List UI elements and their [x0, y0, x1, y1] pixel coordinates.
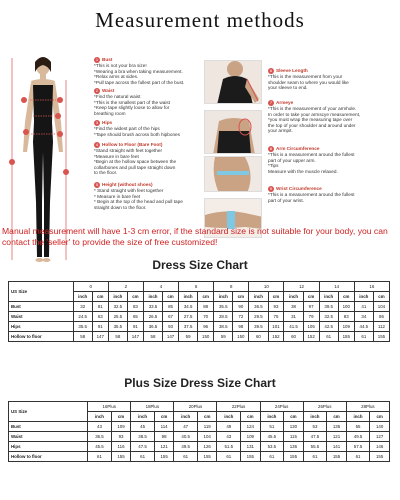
row-label: Bust	[9, 422, 88, 432]
unit-inch-header: inch	[143, 292, 162, 302]
table-cell: 155	[111, 452, 131, 462]
table-cell: 126	[197, 442, 217, 452]
table-cell: 41.5	[284, 322, 303, 332]
table-cell: 93	[111, 432, 131, 442]
table-row	[9, 442, 390, 452]
unit-cm-header: cm	[92, 292, 108, 302]
table-cell: 36.5	[88, 432, 112, 442]
row-label: Hollow to floor	[9, 452, 88, 462]
size-corner-label: US Size	[9, 282, 74, 302]
table-cell: 59	[179, 332, 198, 342]
table-cell: 32	[73, 302, 92, 312]
table-cell: 39.5	[249, 322, 268, 332]
unit-inch-header: inch	[179, 292, 198, 302]
table-cell: 114	[154, 422, 174, 432]
unit-inch-header: inch	[214, 292, 233, 302]
table-cell: 98	[233, 322, 249, 332]
table-cell: 63	[92, 312, 108, 322]
table-cell: 104	[197, 432, 217, 442]
note-hollow-to-floor: 4 Hollow to Floor (Bare Foot) *Stand straight with feet together *Measure in bare feet *Begin at the hollow space between the collarbones and pull tape straight down to the floor.	[94, 142, 177, 176]
table-cell: 155	[154, 452, 174, 462]
table-cell: 150	[233, 332, 249, 342]
size-column-header: 20Plus	[174, 402, 217, 412]
table-cell: 98	[154, 432, 174, 442]
note-waist: 2 Waist *Find the natural waist *This is the smallest part of the waist *Keep tape slightly loose to allow for breathing room	[94, 88, 171, 116]
table-row	[9, 332, 390, 342]
unit-cm-header: cm	[197, 412, 217, 422]
row-label: Waist	[9, 432, 88, 442]
size-column-header: 28Plus	[346, 402, 389, 412]
table-cell: 35.5	[108, 322, 127, 332]
table-cell: 146	[370, 442, 390, 452]
table-cell: 51.5	[217, 442, 241, 452]
row-label: Waist	[9, 312, 74, 322]
table-cell: 101	[268, 322, 284, 332]
table-cell: 150	[198, 332, 214, 342]
table-cell: 24.5	[73, 312, 92, 322]
table-cell: 155	[284, 452, 304, 462]
table-cell: 130	[284, 422, 304, 432]
unit-inch-header: inch	[284, 292, 303, 302]
size-column-header: 24Plus	[260, 402, 303, 412]
unit-inch-header: inch	[131, 412, 155, 422]
table-row	[9, 452, 390, 462]
table-cell: 39.5	[319, 302, 338, 312]
table-cell: 61	[174, 452, 198, 462]
table-cell: 36.5	[143, 322, 162, 332]
table-cell: 155	[370, 452, 390, 462]
table-cell: 90	[233, 302, 249, 312]
size-column-header: 2	[108, 282, 143, 292]
table-cell: 34.5	[179, 302, 198, 312]
table-cell: 131	[241, 442, 261, 452]
table-cell: 147	[127, 332, 143, 342]
unit-inch-header: inch	[174, 412, 198, 422]
table-cell: 85	[163, 302, 179, 312]
table-cell: 49.5	[174, 442, 198, 452]
table-row	[9, 302, 390, 312]
table-cell: 91	[127, 322, 143, 332]
table-cell: 121	[154, 442, 174, 452]
table-cell: 34	[354, 312, 373, 322]
unit-inch-header: inch	[88, 412, 112, 422]
table-cell: 53	[303, 422, 327, 432]
dress-size-table	[8, 281, 390, 342]
table-row	[9, 312, 390, 322]
table-cell: 32.5	[319, 312, 338, 322]
note-armeye: 7 Armeye *This is the measurement of your armhole. In order to take your armscye measurement, *you must wrap the measuring tape over the top of your shoulder and around under your armpit.	[268, 100, 361, 134]
size-column-header: 10	[249, 282, 284, 292]
armeye-photo	[204, 110, 262, 154]
row-label: Hips	[9, 322, 74, 332]
table-cell: 43	[88, 422, 112, 432]
table-cell: 59	[214, 332, 233, 342]
unit-inch-header: inch	[319, 292, 338, 302]
table-cell: 38	[284, 302, 303, 312]
table-cell: 49	[217, 422, 241, 432]
table-cell: 35.5	[214, 302, 233, 312]
table-cell: 45.5	[260, 432, 284, 442]
unit-inch-header: inch	[260, 412, 284, 422]
table-cell: 155	[197, 452, 217, 462]
size-corner-label: US Size	[9, 402, 88, 422]
table-cell: 97	[303, 302, 319, 312]
unit-cm-header: cm	[373, 292, 389, 302]
unit-cm-header: cm	[241, 412, 261, 422]
table-cell: 47.5	[131, 442, 155, 452]
table-cell: 60	[284, 332, 303, 342]
table-cell: 53.5	[260, 442, 284, 452]
table-cell: 45.5	[88, 442, 112, 452]
table-cell: 112	[373, 322, 389, 332]
table-cell: 29.5	[249, 312, 268, 322]
table-cell: 67	[163, 312, 179, 322]
table-row	[9, 432, 390, 442]
table-cell: 58	[73, 332, 92, 342]
table-cell: 155	[373, 332, 389, 342]
dress-chart-title: Dress Size Chart	[152, 258, 248, 272]
unit-cm-header: cm	[233, 292, 249, 302]
unit-inch-header: inch	[217, 412, 241, 422]
row-label: Hips	[9, 442, 88, 452]
table-cell: 104	[373, 302, 389, 312]
table-cell: 65	[127, 312, 143, 322]
table-cell: 119	[197, 422, 217, 432]
size-column-header: 8	[214, 282, 249, 292]
plus-size-table	[8, 401, 390, 462]
note-sleeve-length: 6 Sleeve Length *This is the measurement from your shoulder seam to where you would like your sleeve to end.	[268, 68, 349, 91]
table-cell: 79	[303, 312, 319, 322]
table-cell: 155	[241, 452, 261, 462]
table-cell: 127	[370, 432, 390, 442]
table-cell: 44.5	[354, 322, 373, 332]
size-column-header: 0	[73, 282, 108, 292]
size-column-header: 22Plus	[217, 402, 260, 412]
unit-cm-header: cm	[284, 412, 304, 422]
table-cell: 152	[268, 332, 284, 342]
table-cell: 109	[111, 422, 131, 432]
table-cell: 135	[327, 422, 347, 432]
table-cell: 47	[174, 422, 198, 432]
table-cell: 25.5	[108, 312, 127, 322]
table-cell: 152	[303, 332, 319, 342]
unit-cm-header: cm	[327, 412, 347, 422]
size-header-row	[9, 402, 390, 412]
unit-inch-header: inch	[73, 292, 92, 302]
table-cell: 75	[268, 312, 284, 322]
row-label: Hollow to floor	[9, 332, 74, 342]
table-cell: 141	[327, 442, 347, 452]
table-cell: 147	[92, 332, 108, 342]
note-wrist-circumference: 9 Wrist Circumference *This is a measurement around the fullest part of your wrist.	[268, 186, 355, 203]
table-cell: 96	[198, 322, 214, 332]
plus-chart-title: Plus Size Dress Size Chart	[124, 376, 276, 390]
table-cell: 61	[303, 452, 327, 462]
note-arm-circumference: 8 Arm Circumference *This is a measurement around the fullest part of your upper arm. *Tips Measure with the muscle relaxed.	[268, 146, 355, 174]
table-cell: 83	[127, 302, 143, 312]
table-cell: 38.5	[131, 432, 155, 442]
size-column-header: 12	[284, 282, 319, 292]
size-column-header: 16	[354, 282, 389, 292]
table-cell: 61	[88, 452, 112, 462]
table-cell: 116	[111, 442, 131, 452]
unit-cm-header: cm	[303, 292, 319, 302]
table-row	[9, 322, 390, 332]
table-cell: 121	[327, 432, 347, 442]
custom-size-warning: Manual measurement will have 1-3 cm error, if the standard size is not suitable for your body, you can contact the 'seller' to provide the size of free customized!	[2, 226, 388, 247]
table-cell: 81	[92, 302, 108, 312]
table-cell: 109	[338, 322, 354, 332]
unit-inch-header: inch	[346, 412, 370, 422]
table-cell: 140	[370, 422, 390, 432]
table-cell: 40.5	[174, 432, 198, 442]
table-cell: 136	[284, 442, 304, 452]
table-cell: 49.5	[346, 432, 370, 442]
size-column-header: 4	[143, 282, 178, 292]
table-cell: 115	[284, 432, 304, 442]
size-column-header: 26Plus	[303, 402, 346, 412]
table-cell: 100	[338, 302, 354, 312]
table-cell: 31	[284, 312, 303, 322]
unit-cm-header: cm	[268, 292, 284, 302]
table-cell: 27.5	[179, 312, 198, 322]
table-cell: 58	[143, 332, 162, 342]
table-cell: 41	[354, 302, 373, 312]
table-cell: 61	[354, 332, 373, 342]
table-cell: 37.5	[179, 322, 198, 332]
table-cell: 28.5	[214, 312, 233, 322]
table-cell: 93	[163, 322, 179, 332]
unit-cm-header: cm	[154, 412, 174, 422]
note-hips: 3 Hips *Find the widest part of the hips *Tape should brush across both hipbones	[94, 120, 180, 137]
table-cell: 91	[92, 322, 108, 332]
table-cell: 61	[217, 452, 241, 462]
sleeve-photo	[204, 60, 262, 104]
unit-cm-header: cm	[370, 412, 390, 422]
table-cell: 155	[327, 452, 347, 462]
table-cell: 124	[241, 422, 261, 432]
table-cell: 32.5	[108, 302, 127, 312]
table-cell: 109	[241, 432, 261, 442]
table-cell: 45	[131, 422, 155, 432]
unit-cm-header: cm	[338, 292, 354, 302]
table-cell: 61	[346, 452, 370, 462]
page-title: Measurement methods	[95, 8, 305, 32]
note-height: 5 Height (without shoes) * Stand straight with feet together * Measure in bare feet * Begin at the top of the head and pull tape straight down to the floor.	[94, 182, 183, 210]
table-cell: 83	[338, 312, 354, 322]
table-cell: 55	[346, 422, 370, 432]
table-cell: 57.5	[346, 442, 370, 452]
unit-cm-header: cm	[163, 292, 179, 302]
table-cell: 55.5	[303, 442, 327, 452]
table-cell: 60	[249, 332, 268, 342]
table-cell: 147	[163, 332, 179, 342]
table-cell: 58	[108, 332, 127, 342]
table-cell: 42.5	[319, 322, 338, 332]
arm-circumference-photo	[204, 156, 262, 192]
table-cell: 70	[198, 312, 214, 322]
table-cell: 155	[338, 332, 354, 342]
table-cell: 33.5	[143, 302, 162, 312]
table-cell: 47.5	[303, 432, 327, 442]
table-cell: 88	[198, 302, 214, 312]
table-cell: 35.5	[73, 322, 92, 332]
table-cell: 105	[303, 322, 319, 332]
size-column-header: 14	[319, 282, 354, 292]
table-cell: 72	[233, 312, 249, 322]
table-cell: 93	[268, 302, 284, 312]
table-cell: 61	[131, 452, 155, 462]
table-cell: 38.5	[214, 322, 233, 332]
table-cell: 86	[373, 312, 389, 322]
size-column-header: 6	[179, 282, 214, 292]
unit-inch-header: inch	[108, 292, 127, 302]
size-column-header: 18Plus	[131, 402, 174, 412]
table-cell: 26.5	[143, 312, 162, 322]
table-cell: 43	[217, 432, 241, 442]
unit-cm-header: cm	[111, 412, 131, 422]
table-cell: 61	[260, 452, 284, 462]
size-column-header: 16Plus	[88, 402, 131, 412]
row-label: Bust	[9, 302, 74, 312]
unit-inch-header: inch	[354, 292, 373, 302]
unit-inch-header: inch	[249, 292, 268, 302]
unit-cm-header: cm	[127, 292, 143, 302]
note-bust: 1 Bust *This is not your bra size! *Wearing a bra when taking measurement. *Relax arms at sides. *Pull tape across the fullest part of the bust.	[94, 57, 185, 85]
unit-inch-header: inch	[303, 412, 327, 422]
table-row	[9, 422, 390, 432]
table-cell: 36.5	[249, 302, 268, 312]
size-header-row	[9, 282, 390, 292]
unit-cm-header: cm	[198, 292, 214, 302]
table-cell: 61	[319, 332, 338, 342]
table-cell: 51	[260, 422, 284, 432]
